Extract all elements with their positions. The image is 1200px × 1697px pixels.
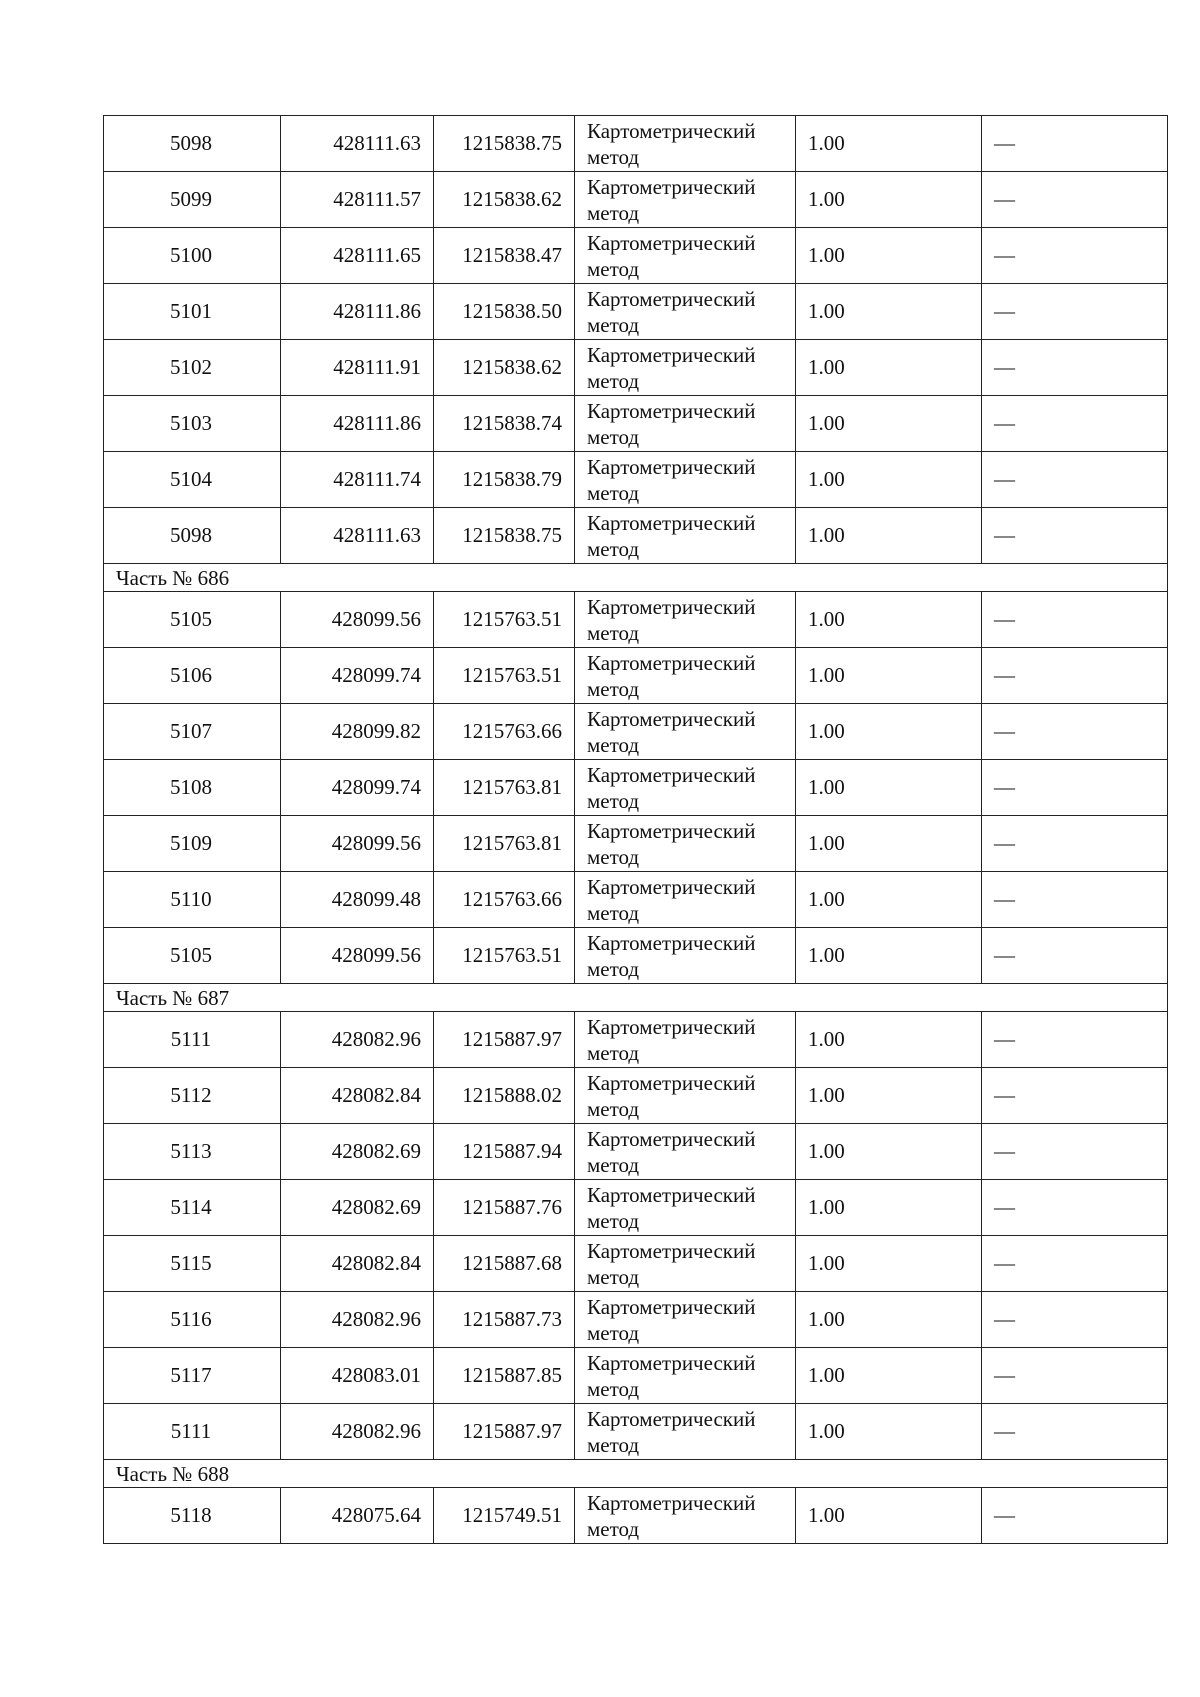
table-row [104,592,1168,648]
method-line-2: метод [587,256,640,281]
x-coordinate-cell: 428082.84 [281,1068,434,1124]
method-line-1: Картометрический [587,762,756,787]
method-cell [575,396,796,452]
description-cell: — [982,1180,1168,1236]
point-number-cell: 5106 [104,648,281,704]
description-cell: — [982,816,1168,872]
method-line-2: метод [587,1432,640,1457]
method-line-2: метод [587,424,640,449]
method-line-2: метод [587,900,640,925]
description-cell: — [982,1292,1168,1348]
accuracy-cell: 1.00 [796,116,982,172]
accuracy-cell: 1.00 [796,648,982,704]
description-cell: — [982,928,1168,984]
description-cell: — [982,704,1168,760]
description-cell: — [982,172,1168,228]
method-cell [575,1236,796,1292]
method-cell [575,648,796,704]
method-line-1: Картометрический [587,118,756,143]
method-line-1: Картометрический [587,1182,756,1207]
method-cell [575,1012,796,1068]
y-coordinate-cell: 1215887.85 [434,1348,575,1404]
method-cell [575,172,796,228]
method-line-1: Картометрический [587,1238,756,1263]
y-coordinate-cell: 1215838.62 [434,172,575,228]
x-coordinate-cell: 428099.56 [281,592,434,648]
x-coordinate-cell: 428082.84 [281,1236,434,1292]
x-coordinate-cell: 428111.86 [281,284,434,340]
method-cell [575,508,796,564]
table-row [104,1488,1168,1544]
method-line-1: Картометрический [587,818,756,843]
table-row [104,1012,1168,1068]
table-row [104,1236,1168,1292]
table-row [104,116,1168,172]
x-coordinate-cell: 428082.96 [281,1292,434,1348]
y-coordinate-cell: 1215838.75 [434,508,575,564]
point-number-cell: 5111 [104,1012,281,1068]
x-coordinate-cell: 428111.65 [281,228,434,284]
x-coordinate-cell: 428111.57 [281,172,434,228]
method-line-2: метод [587,1376,640,1401]
y-coordinate-cell: 1215838.75 [434,116,575,172]
point-number-cell: 5099 [104,172,281,228]
method-cell [575,872,796,928]
accuracy-cell: 1.00 [796,1180,982,1236]
table-row [104,172,1168,228]
method-cell [575,1404,796,1460]
point-number-cell: 5118 [104,1488,281,1544]
description-cell: — [982,760,1168,816]
x-coordinate-cell: 428099.74 [281,760,434,816]
x-coordinate-cell: 428111.91 [281,340,434,396]
method-cell [575,452,796,508]
x-coordinate-cell: 428111.63 [281,116,434,172]
method-line-1: Картометрический [587,1406,756,1431]
y-coordinate-cell: 1215887.97 [434,1404,575,1460]
method-line-1: Картометрический [587,1126,756,1151]
point-number-cell: 5107 [104,704,281,760]
y-coordinate-cell: 1215838.74 [434,396,575,452]
method-line-2: метод [587,676,640,701]
table-row [104,452,1168,508]
y-coordinate-cell: 1215888.02 [434,1068,575,1124]
point-number-cell: 5113 [104,1124,281,1180]
point-number-cell: 5100 [104,228,281,284]
x-coordinate-cell: 428099.82 [281,704,434,760]
table-row [104,284,1168,340]
method-line-2: метод [587,732,640,757]
method-line-2: метод [587,1264,640,1289]
method-cell [575,1292,796,1348]
method-line-1: Картометрический [587,930,756,955]
method-cell [575,1180,796,1236]
description-cell: — [982,1236,1168,1292]
accuracy-cell: 1.00 [796,228,982,284]
part-header-row [104,984,1168,1012]
x-coordinate-cell: 428099.56 [281,816,434,872]
method-line-1: Картометрический [587,874,756,899]
point-number-cell: 5098 [104,116,281,172]
accuracy-cell: 1.00 [796,704,982,760]
part-header-row [104,1460,1168,1488]
x-coordinate-cell: 428099.48 [281,872,434,928]
point-number-cell: 5105 [104,928,281,984]
y-coordinate-cell: 1215887.73 [434,1292,575,1348]
point-number-cell: 5115 [104,1236,281,1292]
accuracy-cell: 1.00 [796,1404,982,1460]
method-line-1: Картометрический [587,342,756,367]
accuracy-cell: 1.00 [796,1236,982,1292]
description-cell: — [982,1068,1168,1124]
method-cell [575,116,796,172]
method-line-2: метод [587,312,640,337]
part-header-row [104,564,1168,592]
accuracy-cell: 1.00 [796,760,982,816]
table-row [104,1180,1168,1236]
table-row [104,1348,1168,1404]
method-line-2: метод [587,480,640,505]
method-line-1: Картометрический [587,398,756,423]
point-number-cell: 5109 [104,816,281,872]
x-coordinate-cell: 428083.01 [281,1348,434,1404]
y-coordinate-cell: 1215838.62 [434,340,575,396]
y-coordinate-cell: 1215763.66 [434,704,575,760]
x-coordinate-cell: 428075.64 [281,1488,434,1544]
method-line-1: Картометрический [587,454,756,479]
table-row [104,1124,1168,1180]
method-line-1: Картометрический [587,1350,756,1375]
table-row [104,928,1168,984]
x-coordinate-cell: 428082.96 [281,1404,434,1460]
point-number-cell: 5098 [104,508,281,564]
point-number-cell: 5111 [104,1404,281,1460]
y-coordinate-cell: 1215763.66 [434,872,575,928]
y-coordinate-cell: 1215749.51 [434,1488,575,1544]
point-number-cell: 5114 [104,1180,281,1236]
part-label: Часть № 687 [104,984,1168,1012]
description-cell: — [982,116,1168,172]
table-row [104,340,1168,396]
method-line-2: метод [587,956,640,981]
table-row [104,648,1168,704]
y-coordinate-cell: 1215763.51 [434,592,575,648]
method-line-2: метод [587,1516,640,1541]
method-line-1: Картометрический [587,174,756,199]
table-row [104,1292,1168,1348]
x-coordinate-cell: 428082.69 [281,1124,434,1180]
point-number-cell: 5112 [104,1068,281,1124]
table-row [104,1068,1168,1124]
point-number-cell: 5110 [104,872,281,928]
x-coordinate-cell: 428099.56 [281,928,434,984]
table-row [104,704,1168,760]
description-cell: — [982,508,1168,564]
description-cell: — [982,452,1168,508]
method-cell [575,1488,796,1544]
table-row [104,816,1168,872]
method-line-1: Картометрический [587,650,756,675]
x-coordinate-cell: 428111.74 [281,452,434,508]
point-number-cell: 5105 [104,592,281,648]
part-label: Часть № 686 [104,564,1168,592]
point-number-cell: 5117 [104,1348,281,1404]
table-row [104,508,1168,564]
accuracy-cell: 1.00 [796,928,982,984]
method-line-2: метод [587,536,640,561]
accuracy-cell: 1.00 [796,1292,982,1348]
method-line-2: метод [587,200,640,225]
accuracy-cell: 1.00 [796,1348,982,1404]
method-cell [575,760,796,816]
point-number-cell: 5102 [104,340,281,396]
point-number-cell: 5103 [104,396,281,452]
table-row [104,760,1168,816]
part-label: Часть № 688 [104,1460,1168,1488]
y-coordinate-cell: 1215838.79 [434,452,575,508]
accuracy-cell: 1.00 [796,284,982,340]
method-line-1: Картометрический [587,1490,756,1515]
accuracy-cell: 1.00 [796,816,982,872]
point-number-cell: 5104 [104,452,281,508]
method-line-1: Картометрический [587,1070,756,1095]
coordinates-table [103,115,1168,1544]
method-line-2: метод [587,844,640,869]
method-cell [575,1068,796,1124]
description-cell: — [982,284,1168,340]
y-coordinate-cell: 1215887.94 [434,1124,575,1180]
method-line-1: Картометрический [587,1294,756,1319]
y-coordinate-cell: 1215838.50 [434,284,575,340]
description-cell: — [982,1012,1168,1068]
y-coordinate-cell: 1215887.76 [434,1180,575,1236]
accuracy-cell: 1.00 [796,508,982,564]
point-number-cell: 5101 [104,284,281,340]
method-line-2: метод [587,620,640,645]
method-line-1: Картометрический [587,230,756,255]
method-line-2: метод [587,1152,640,1177]
description-cell: — [982,340,1168,396]
x-coordinate-cell: 428111.86 [281,396,434,452]
description-cell: — [982,648,1168,704]
accuracy-cell: 1.00 [796,592,982,648]
table-row [104,396,1168,452]
y-coordinate-cell: 1215763.81 [434,760,575,816]
accuracy-cell: 1.00 [796,1012,982,1068]
table-row [104,1404,1168,1460]
method-line-2: метод [587,1096,640,1121]
method-line-2: метод [587,144,640,169]
accuracy-cell: 1.00 [796,452,982,508]
method-cell [575,592,796,648]
method-line-2: метод [587,1040,640,1065]
method-line-1: Картометрический [587,1014,756,1039]
accuracy-cell: 1.00 [796,340,982,396]
y-coordinate-cell: 1215838.47 [434,228,575,284]
method-line-1: Картометрический [587,510,756,535]
method-line-1: Картометрический [587,594,756,619]
y-coordinate-cell: 1215763.51 [434,928,575,984]
description-cell: — [982,1124,1168,1180]
method-cell [575,228,796,284]
x-coordinate-cell: 428082.96 [281,1012,434,1068]
x-coordinate-cell: 428111.63 [281,508,434,564]
description-cell: — [982,396,1168,452]
accuracy-cell: 1.00 [796,396,982,452]
accuracy-cell: 1.00 [796,872,982,928]
method-line-1: Картометрический [587,706,756,731]
description-cell: — [982,592,1168,648]
method-line-2: метод [587,368,640,393]
y-coordinate-cell: 1215887.97 [434,1012,575,1068]
method-cell [575,1348,796,1404]
description-cell: — [982,1348,1168,1404]
accuracy-cell: 1.00 [796,1068,982,1124]
method-line-2: метод [587,788,640,813]
point-number-cell: 5116 [104,1292,281,1348]
y-coordinate-cell: 1215763.51 [434,648,575,704]
method-line-1: Картометрический [587,286,756,311]
table-row [104,872,1168,928]
table-body [104,116,1168,1544]
table-row [104,228,1168,284]
description-cell: — [982,872,1168,928]
method-cell [575,704,796,760]
method-cell [575,928,796,984]
description-cell: — [982,1488,1168,1544]
description-cell: — [982,228,1168,284]
accuracy-cell: 1.00 [796,172,982,228]
method-line-2: метод [587,1208,640,1233]
accuracy-cell: 1.00 [796,1488,982,1544]
x-coordinate-cell: 428082.69 [281,1180,434,1236]
y-coordinate-cell: 1215887.68 [434,1236,575,1292]
point-number-cell: 5108 [104,760,281,816]
accuracy-cell: 1.00 [796,1124,982,1180]
description-cell: — [982,1404,1168,1460]
method-cell [575,340,796,396]
x-coordinate-cell: 428099.74 [281,648,434,704]
y-coordinate-cell: 1215763.81 [434,816,575,872]
method-line-2: метод [587,1320,640,1345]
method-cell [575,1124,796,1180]
method-cell [575,816,796,872]
method-cell [575,284,796,340]
